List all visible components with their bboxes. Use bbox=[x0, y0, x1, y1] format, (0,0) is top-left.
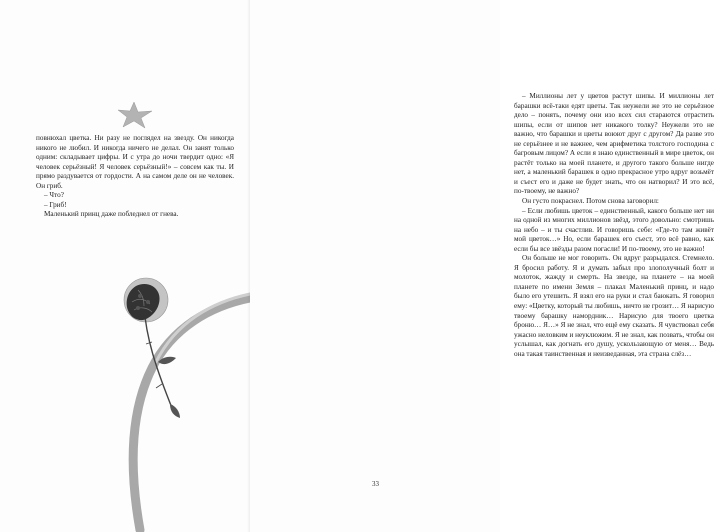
paragraph: Он больше не мог говорить. Он вдруг разрыдался. Стемнело. Я бросил работу. Я и думать забыл про злополучный болт и молоток, жажду и смерть. На звезде, на планете – на моей планете по имени Земля – плакал Маленький принц, и надо было его утешить. Я взял его на руки и стал баюкать. Я говорил ему: «Цветку, который ты любишь, ничто не грозит… Я нарисую твоему барашку намордник… Нарисую для твоего цветка броню… Я…» Я не знал, что ещё ему сказать. Я чувствовал себя ужасно неловким и неуклюжим. Я не знал, как позвать, чтобы он услышал, как догнать его душу, ускользающую от меня… Ведь она такая таинственная и неизведанная, эта страна слёз… bbox=[514, 254, 714, 358]
flower-leaf bbox=[170, 404, 180, 418]
right-page bbox=[250, 0, 714, 532]
page-number: 33 bbox=[372, 480, 379, 488]
star-illustration bbox=[116, 100, 156, 130]
paragraph: Маленький принц даже побледнел от гнева. bbox=[44, 210, 179, 219]
paragraph: Он густо покраснел. Потом снова заговорил: bbox=[522, 197, 659, 206]
flower-planet-illustration bbox=[100, 258, 250, 530]
paragraph: повнюхал цветка. Ни разу не поглядел на звезду. Он никогда никого не любил. И никогда ничего не делал. Он занят только одним: складывает цифры. И с утра до ночи твердит одно: «Я человек серьёзный! Я человек серьёзный!» – совсем как ты. И прямо раздувается от гордости. А на самом деле он не человек. Он гриб. bbox=[36, 134, 234, 190]
star-shape bbox=[118, 102, 152, 128]
paragraph: – Миллионы лет у цветов растут шипы. И миллионы лет барашки всё-таки едят цветы. Так неужели же это не серьёзное дело – понять, почему они изо всех сил стараются отрастить шипы, если от шипов нет никакого толку? Неужели это не важно, что барашки и цветы воюют друг с другом? Да разве это не серьёзнее и не важнее, чем арифметика толстого господина с багровым лицом? А если я знаю единственный в мире цветок, он растёт только на моей планете, и другого такого больше нигде нет, а маленький барашек в одно прекрасное утро вдруг возьмёт и съест его и даже не будет знать, что он натворил? И это всё, по-твоему, не важно? bbox=[514, 92, 714, 196]
planet-arc bbox=[133, 298, 250, 530]
paragraph: – Если любишь цветок – единственный, какого больше нет ни на одной из многих миллионов звёзд, этого довольно: смотришь на небо – и ты счастлив. И говоришь себе: «Где-то там живёт мой цветок…» Но, если барашек его съест, это всё равно, как если бы все звёзды разом погасли! И по-твоему, это не важно! bbox=[514, 206, 714, 253]
paragraph: – Что? bbox=[44, 191, 64, 200]
left-page-text bbox=[36, 134, 234, 220]
paragraph: – Гриб! bbox=[44, 200, 67, 209]
left-page bbox=[0, 0, 250, 532]
right-page-text bbox=[514, 92, 714, 359]
